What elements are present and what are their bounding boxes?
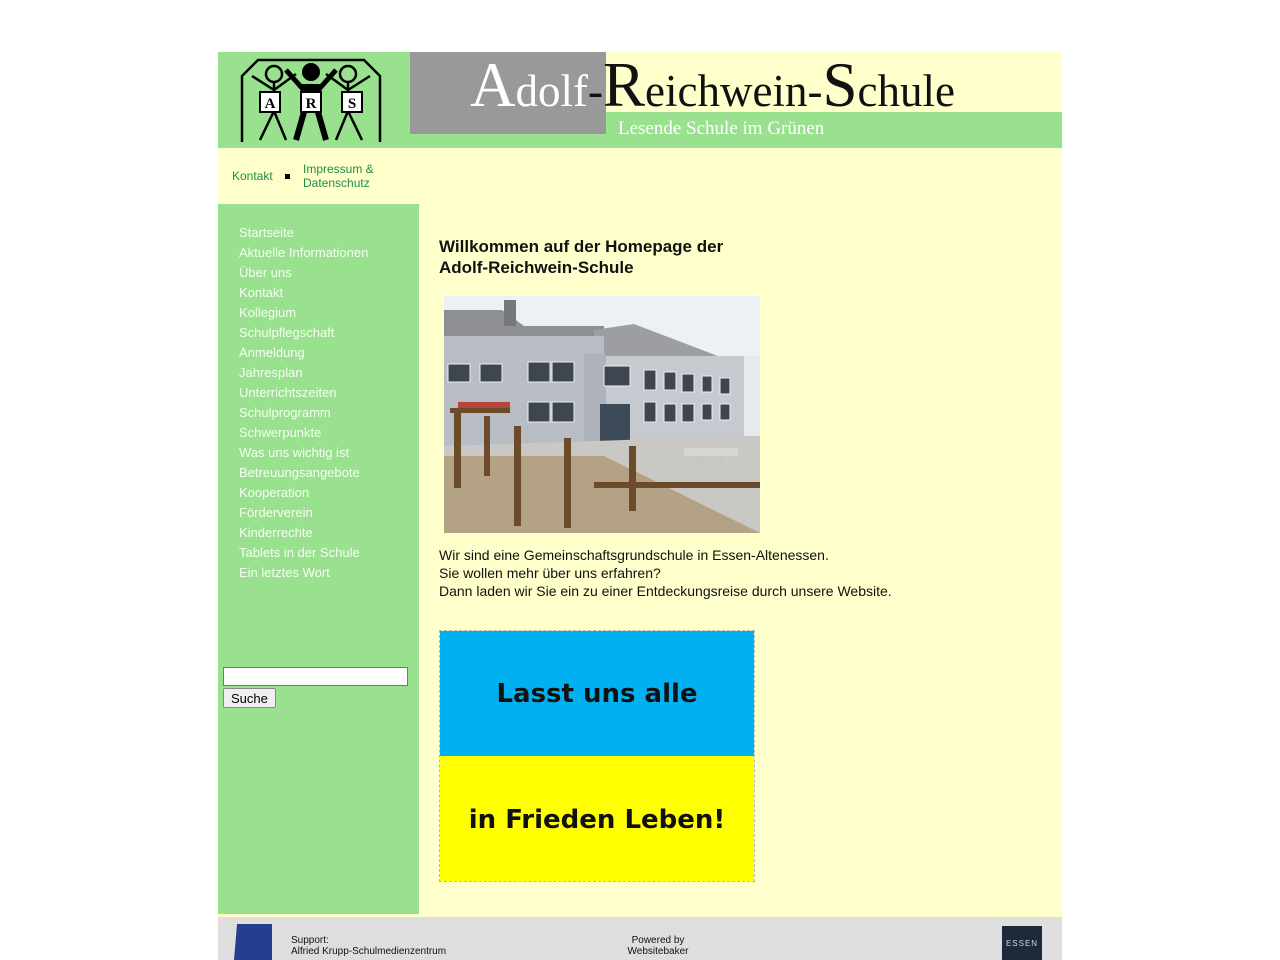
- intro-text: Wir sind eine Gemeinschaftsgrundschule in Essen-Altenessen. Sie wollen mehr über uns erfahren? Dann laden wir Sie ein zu einer Entdeckungsreise durch unsere Website.: [439, 547, 892, 599]
- menu-item-anmeldung[interactable]: Anmeldung: [239, 345, 305, 360]
- school-logo-icon: [238, 56, 386, 146]
- title-green-block: [410, 134, 606, 148]
- menu-item-kooperation[interactable]: Kooperation: [239, 485, 310, 500]
- menu-item-schwerpunkte[interactable]: Schwerpunkte: [239, 425, 322, 440]
- footer: [218, 917, 1062, 960]
- menu-item-schulprogramm[interactable]: Schulprogramm: [239, 405, 331, 420]
- menu-item-kontakt[interactable]: Kontakt: [239, 285, 284, 300]
- menu-item-kinderrechte[interactable]: Kinderrechte: [239, 525, 313, 540]
- essen-logo[interactable]: ESSEN: [1002, 926, 1042, 960]
- svg-text:R: R: [305, 96, 317, 112]
- search-input[interactable]: [223, 667, 408, 686]
- banner-blue-part: Lasst uns alle: [440, 631, 754, 756]
- peace-banner: [439, 630, 755, 882]
- powered-by-text: Powered by Websitebaker: [627, 935, 689, 957]
- menu-item-ein-letztes-wort[interactable]: Ein letztes Wort: [239, 565, 330, 580]
- main-menu: [239, 223, 368, 583]
- menu-item-foerderverein[interactable]: Förderverein: [239, 505, 313, 520]
- page-wrapper: [218, 52, 1062, 960]
- banner-yellow-part: in Frieden Leben!: [440, 756, 754, 882]
- svg-text:A: A: [264, 96, 276, 112]
- top-links: [218, 148, 1062, 204]
- menu-item-ueber-uns[interactable]: Über uns: [239, 265, 292, 280]
- school-photo: [444, 296, 760, 533]
- svg-text:S: S: [347, 96, 357, 112]
- school-logo[interactable]: [218, 52, 410, 148]
- site-tagline: Lesende Schule im Grünen: [618, 118, 825, 139]
- support-text: Support: Alfried Krupp-Schulmedienzentrum: [291, 935, 447, 957]
- sidebar: [218, 204, 419, 914]
- menu-item-was-uns-wichtig-ist[interactable]: Was uns wichtig ist: [239, 445, 350, 460]
- page-title: Willkommen auf der Homepage der Adolf-Reichwein-Schule: [439, 237, 724, 277]
- menu-item-betreuungsangebote[interactable]: Betreuungsangebote: [239, 465, 360, 480]
- schulmedienzentrum-logo[interactable]: [234, 924, 272, 960]
- search-button[interactable]: Suche: [223, 688, 276, 708]
- menu-item-unterrichtszeiten[interactable]: Unterrichtszeiten: [239, 385, 337, 400]
- bullet-icon: [285, 174, 290, 179]
- menu-item-startseite[interactable]: Startseite: [239, 225, 294, 240]
- site-title: Adolf-Reichwein-Schule: [470, 50, 955, 120]
- menu-item-aktuelle-informationen[interactable]: Aktuelle Informationen: [239, 245, 369, 260]
- toplink-kontakt[interactable]: Kontakt: [232, 169, 273, 183]
- main-content: [439, 204, 1059, 914]
- menu-item-tablets[interactable]: Tablets in der Schule: [239, 545, 360, 560]
- site-header: [218, 52, 1062, 148]
- menu-item-kollegium[interactable]: Kollegium: [239, 305, 297, 320]
- menu-item-jahresplan[interactable]: Jahresplan: [239, 365, 303, 380]
- toplink-impressum[interactable]: Impressum & Datenschutz: [303, 162, 374, 190]
- menu-item-schulpflegschaft[interactable]: Schulpflegschaft: [239, 325, 335, 340]
